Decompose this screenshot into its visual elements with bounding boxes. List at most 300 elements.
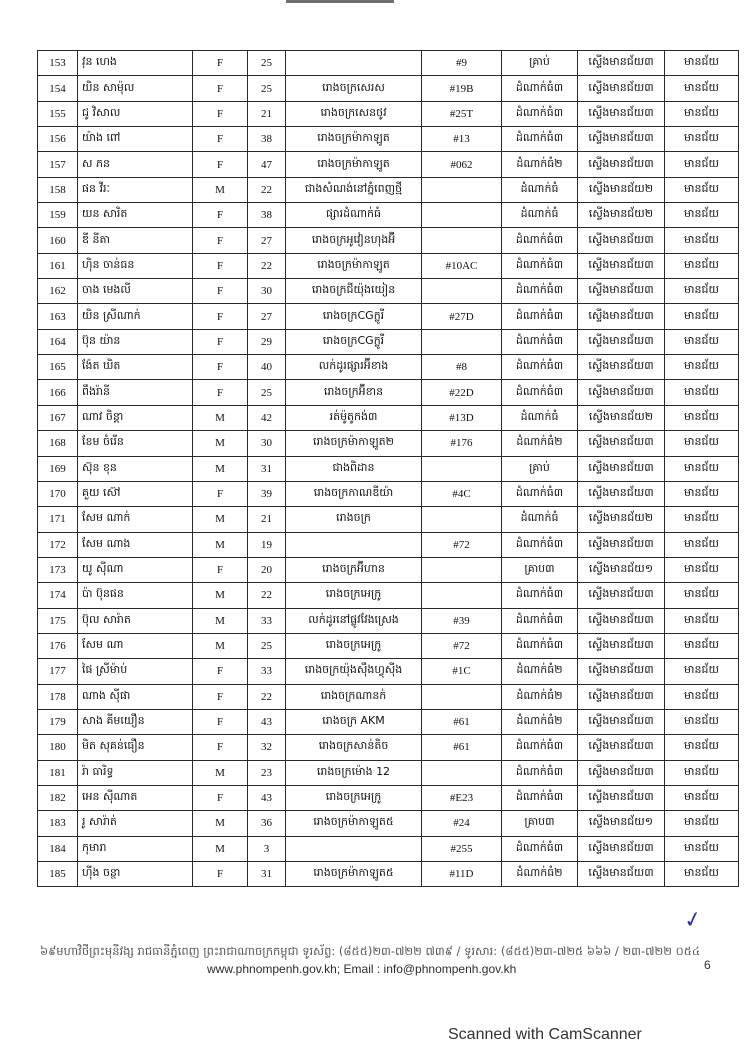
vaccination-site-cell: ស្ទើងមានជ័យ៣: [578, 253, 665, 278]
workplace-cell: រោងចក្រសាន់តិច: [286, 735, 422, 760]
person-name-cell: ពឹងរ៉ានី: [78, 380, 193, 405]
age-cell: 32: [248, 735, 286, 760]
place-cell: គ្រាប់: [502, 456, 578, 481]
workplace-cell: រោងចក្រអ៊ីហាន: [286, 557, 422, 582]
age-cell: 23: [248, 760, 286, 785]
age-cell: 22: [248, 684, 286, 709]
age-cell: 22: [248, 177, 286, 202]
age-cell: 27: [248, 228, 286, 253]
table-row: [38, 862, 739, 887]
workplace-cell: រោងចក្រណានក់: [286, 684, 422, 709]
sex-cell: F: [193, 557, 248, 582]
age-cell: 43: [248, 785, 286, 810]
place-cell: ដំណាក់ធំ៣: [502, 633, 578, 658]
age-cell: 31: [248, 862, 286, 887]
person-name-cell: ណាវ ចិន្តា: [78, 405, 193, 430]
vaccination-site-cell: ស្ទើងមានជ័យ៣: [578, 304, 665, 329]
roster-table: [37, 50, 739, 887]
status-cell: មានជ័យ: [665, 228, 739, 253]
person-name-cell: អេន ស៊ីណាត: [78, 785, 193, 810]
status-cell: មានជ័យ: [665, 684, 739, 709]
table-row: [38, 152, 739, 177]
status-cell: មានជ័យ: [665, 862, 739, 887]
row-number-cell: 162: [38, 279, 78, 304]
house-code-cell: [422, 228, 502, 253]
place-cell: គ្រាប៣: [502, 811, 578, 836]
place-cell: ដំណាក់ធំ២: [502, 862, 578, 887]
table-row: [38, 608, 739, 633]
vaccination-site-cell: ស្ទើងមានជ័យ៣: [578, 583, 665, 608]
row-number-cell: 181: [38, 760, 78, 785]
row-number-cell: 172: [38, 532, 78, 557]
sex-cell: F: [193, 709, 248, 734]
age-cell: 42: [248, 405, 286, 430]
age-cell: 3: [248, 836, 286, 861]
vaccination-site-cell: ស្ទើងមានជ័យ៣: [578, 633, 665, 658]
house-code-cell: #22D: [422, 380, 502, 405]
person-name-cell: ស ភន: [78, 152, 193, 177]
person-name-cell: ណាង ស៊ីផា: [78, 684, 193, 709]
status-cell: មានជ័យ: [665, 253, 739, 278]
house-code-cell: #062: [422, 152, 502, 177]
row-number-cell: 179: [38, 709, 78, 734]
table-row: [38, 253, 739, 278]
sex-cell: F: [193, 684, 248, 709]
person-name-cell: ជូ វិសាល: [78, 101, 193, 126]
house-code-cell: #4C: [422, 481, 502, 506]
place-cell: ដំណាក់ធំ: [502, 177, 578, 202]
status-cell: មានជ័យ: [665, 279, 739, 304]
row-number-cell: 168: [38, 431, 78, 456]
house-code-cell: #9: [422, 51, 502, 76]
vaccination-site-cell: ស្ទើងមានជ័យ៣: [578, 355, 665, 380]
person-name-cell: យ៉ាង ពៅ: [78, 127, 193, 152]
house-code-cell: #11D: [422, 862, 502, 887]
row-number-cell: 183: [38, 811, 78, 836]
vaccination-site-cell: ស្ទើងមានជ័យ១: [578, 811, 665, 836]
person-name-cell: ឌី នីតា: [78, 228, 193, 253]
workplace-cell: រោងចក្រម៉ោង 12: [286, 760, 422, 785]
sex-cell: F: [193, 380, 248, 405]
vaccination-site-cell: ស្ទើងមានជ័យ៣: [578, 659, 665, 684]
place-cell: ដំណាក់ធំ២: [502, 709, 578, 734]
row-number-cell: 171: [38, 507, 78, 532]
workplace-cell: [286, 836, 422, 861]
status-cell: មានជ័យ: [665, 127, 739, 152]
person-name-cell: ហ៊ីង ចន្ថា: [78, 862, 193, 887]
sex-cell: F: [193, 279, 248, 304]
place-cell: ដំណាក់ធំ៣: [502, 532, 578, 557]
status-cell: មានជ័យ: [665, 481, 739, 506]
row-number-cell: 184: [38, 836, 78, 861]
sex-cell: M: [193, 760, 248, 785]
vaccination-site-cell: ស្ទើងមានជ័យ៣: [578, 101, 665, 126]
age-cell: 25: [248, 633, 286, 658]
place-cell: ដំណាក់ធំ៣: [502, 785, 578, 810]
place-cell: ដំណាក់ធំ៣: [502, 608, 578, 633]
person-name-cell: យន សារិត: [78, 203, 193, 228]
house-code-cell: #25T: [422, 101, 502, 126]
workplace-cell: លក់ដូរនៅផ្លូវវែងស្រេង: [286, 608, 422, 633]
sex-cell: M: [193, 608, 248, 633]
status-cell: មានជ័យ: [665, 659, 739, 684]
house-code-cell: #24: [422, 811, 502, 836]
vaccination-site-cell: ស្ទើងមានជ័យ៣: [578, 152, 665, 177]
status-cell: មានជ័យ: [665, 532, 739, 557]
status-cell: មានជ័យ: [665, 709, 739, 734]
status-cell: មានជ័យ: [665, 203, 739, 228]
table-row: [38, 127, 739, 152]
row-number-cell: 180: [38, 735, 78, 760]
sex-cell: F: [193, 76, 248, 101]
age-cell: 33: [248, 608, 286, 633]
vaccination-site-cell: ស្ទើងមានជ័យ៣: [578, 532, 665, 557]
table-row: [38, 380, 739, 405]
table-row: [38, 532, 739, 557]
workplace-cell: រោងចក្រកាណឌីយ៉ា: [286, 481, 422, 506]
person-name-cell: រូ សារ៉ាត់: [78, 811, 193, 836]
status-cell: មានជ័យ: [665, 355, 739, 380]
place-cell: ដំណាក់ធំ៣: [502, 329, 578, 354]
sex-cell: F: [193, 481, 248, 506]
vaccination-site-cell: ស្ទើងមានជ័យ២: [578, 405, 665, 430]
row-number-cell: 166: [38, 380, 78, 405]
place-cell: ដំណាក់ធំ៣: [502, 101, 578, 126]
row-number-cell: 164: [38, 329, 78, 354]
person-name-cell: គួយ ស៊ៅ: [78, 481, 193, 506]
place-cell: ដំណាក់ធំ៣: [502, 760, 578, 785]
place-cell: ដំណាក់ធំ៣: [502, 279, 578, 304]
vaccination-site-cell: ស្ទើងមានជ័យ២: [578, 177, 665, 202]
vaccination-site-cell: ស្ទើងមានជ័យ៣: [578, 709, 665, 734]
workplace-cell: រោងចក្រសេរស: [286, 76, 422, 101]
place-cell: គ្រាប់: [502, 51, 578, 76]
place-cell: ដំណាក់ធំ៣: [502, 481, 578, 506]
table-row: [38, 456, 739, 481]
workplace-cell: រោងចក្រ: [286, 507, 422, 532]
house-code-cell: [422, 583, 502, 608]
age-cell: 30: [248, 279, 286, 304]
house-code-cell: #27D: [422, 304, 502, 329]
sex-cell: M: [193, 507, 248, 532]
vaccination-site-cell: ស្ទើងមានជ័យ២: [578, 203, 665, 228]
vaccination-site-cell: ស្ទើងមានជ័យ៣: [578, 51, 665, 76]
person-name-cell: ផន វីរៈ: [78, 177, 193, 202]
roster-body: [38, 51, 739, 887]
person-name-cell: រ៉ា ធារិទ្ធ: [78, 760, 193, 785]
sex-cell: F: [193, 304, 248, 329]
house-code-cell: [422, 279, 502, 304]
age-cell: 40: [248, 355, 286, 380]
house-code-cell: [422, 329, 502, 354]
row-number-cell: 182: [38, 785, 78, 810]
sex-cell: F: [193, 659, 248, 684]
place-cell: គ្រាប៣: [502, 557, 578, 582]
workplace-cell: រោងចក្រCGក្លូរី: [286, 329, 422, 354]
table-row: [38, 760, 739, 785]
workplace-cell: រោងចក្រអ៊ីខាន: [286, 380, 422, 405]
vaccination-site-cell: ស្ទើងមានជ័យ៣: [578, 431, 665, 456]
row-number-cell: 178: [38, 684, 78, 709]
table-row: [38, 583, 739, 608]
sex-cell: F: [193, 785, 248, 810]
table-row: [38, 735, 739, 760]
house-code-cell: #72: [422, 532, 502, 557]
age-cell: 47: [248, 152, 286, 177]
row-number-cell: 177: [38, 659, 78, 684]
table-row: [38, 557, 739, 582]
sex-cell: M: [193, 456, 248, 481]
person-name-cell: ចាង មេងលី: [78, 279, 193, 304]
place-cell: ដំណាក់ធំ៣: [502, 127, 578, 152]
sex-cell: F: [193, 101, 248, 126]
workplace-cell: [286, 532, 422, 557]
workplace-cell: រោងចក្រម៉ាកាឡូត: [286, 253, 422, 278]
vaccination-site-cell: ស្ទើងមានជ័យ៣: [578, 127, 665, 152]
workplace-cell: រោងចក្រម៉ាកាឡូត: [286, 127, 422, 152]
workplace-cell: ជាងសំណង់នៅភ្នំពេញថ្មី: [286, 177, 422, 202]
age-cell: 38: [248, 127, 286, 152]
vaccination-site-cell: ស្ទើងមានជ័យ៣: [578, 608, 665, 633]
row-number-cell: 156: [38, 127, 78, 152]
table-row: [38, 633, 739, 658]
vaccination-site-cell: ស្ទើងមានជ័យ៣: [578, 481, 665, 506]
row-number-cell: 153: [38, 51, 78, 76]
age-cell: 33: [248, 659, 286, 684]
sex-cell: F: [193, 862, 248, 887]
person-name-cell: យិន សាម៉ុល: [78, 76, 193, 101]
sex-cell: M: [193, 811, 248, 836]
vaccination-site-cell: ស្ទើងមានជ័យ៣: [578, 329, 665, 354]
person-name-cell: ប៊ុន យ៉ាន: [78, 329, 193, 354]
status-cell: មានជ័យ: [665, 760, 739, 785]
sex-cell: F: [193, 51, 248, 76]
house-code-cell: [422, 760, 502, 785]
sex-cell: M: [193, 431, 248, 456]
workplace-cell: រោងចក្រ AKM: [286, 709, 422, 734]
house-code-cell: #1C: [422, 659, 502, 684]
vaccination-site-cell: ស្ទើងមានជ័យ៣: [578, 279, 665, 304]
place-cell: ដំណាក់ធំ៣: [502, 583, 578, 608]
table-row: [38, 836, 739, 861]
person-name-cell: ហ៊ិន ចាន់ធន: [78, 253, 193, 278]
house-code-cell: [422, 177, 502, 202]
footer-address: ៦៩មហាវិថីព្រះមុនីវង្ស រាជធានីភ្នំពេញ ព្រះរាជាណាចក្រកម្ពុជា ទូរស័ព្ទ: (៨៥៥)២៣-៧២២ ៧៣៩ / ទូរសារ: (៨៥៥)២៣-៧២៥ ៦៦៦ / ២៣-៧២២ ០៥៤: [40, 944, 701, 958]
sex-cell: F: [193, 203, 248, 228]
table-row: [38, 785, 739, 810]
workplace-cell: រោងចក្រCGក្លូរី: [286, 304, 422, 329]
row-number-cell: 157: [38, 152, 78, 177]
sex-cell: M: [193, 836, 248, 861]
person-name-cell: សែម ណា: [78, 633, 193, 658]
sex-cell: F: [193, 355, 248, 380]
place-cell: ដំណាក់ធំ: [502, 203, 578, 228]
vaccination-site-cell: ស្ទើងមានជ័យ៣: [578, 228, 665, 253]
age-cell: 21: [248, 101, 286, 126]
age-cell: 20: [248, 557, 286, 582]
vaccination-site-cell: ស្ទើងមានជ័យ១: [578, 557, 665, 582]
house-code-cell: #39: [422, 608, 502, 633]
age-cell: 25: [248, 76, 286, 101]
house-code-cell: #13: [422, 127, 502, 152]
status-cell: មានជ័យ: [665, 431, 739, 456]
row-number-cell: 155: [38, 101, 78, 126]
age-cell: 43: [248, 709, 286, 734]
place-cell: ដំណាក់ធំ២: [502, 152, 578, 177]
workplace-cell: រោងចក្រម៉ាកាឡូត៥: [286, 862, 422, 887]
house-code-cell: #176: [422, 431, 502, 456]
house-code-cell: #E23: [422, 785, 502, 810]
status-cell: មានជ័យ: [665, 329, 739, 354]
age-cell: 25: [248, 380, 286, 405]
table-row: [38, 709, 739, 734]
row-number-cell: 160: [38, 228, 78, 253]
house-code-cell: #19B: [422, 76, 502, 101]
table-row: [38, 329, 739, 354]
row-number-cell: 165: [38, 355, 78, 380]
row-number-cell: 163: [38, 304, 78, 329]
age-cell: 27: [248, 304, 286, 329]
sex-cell: F: [193, 329, 248, 354]
status-cell: មានជ័យ: [665, 304, 739, 329]
row-number-cell: 173: [38, 557, 78, 582]
house-code-cell: [422, 557, 502, 582]
workplace-cell: លក់ដូរផ្សារអ៊ីខាង: [286, 355, 422, 380]
row-number-cell: 175: [38, 608, 78, 633]
house-code-cell: [422, 456, 502, 481]
age-cell: 39: [248, 481, 286, 506]
house-code-cell: [422, 203, 502, 228]
row-number-cell: 170: [38, 481, 78, 506]
workplace-cell: រោងចក្រអេក្រូ: [286, 633, 422, 658]
status-cell: មានជ័យ: [665, 608, 739, 633]
house-code-cell: #61: [422, 709, 502, 734]
house-code-cell: #13D: [422, 405, 502, 430]
person-name-cell: ង៉ែត ឃិត: [78, 355, 193, 380]
place-cell: ដំណាក់ធំ: [502, 405, 578, 430]
top-edge-mark: [286, 0, 394, 3]
table-row: [38, 203, 739, 228]
vaccination-site-cell: ស្ទើងមានជ័យ៣: [578, 862, 665, 887]
age-cell: 31: [248, 456, 286, 481]
place-cell: ដំណាក់ធំ៣: [502, 253, 578, 278]
person-name-cell: ខែម ចំរើន: [78, 431, 193, 456]
status-cell: មានជ័យ: [665, 405, 739, 430]
age-cell: 30: [248, 431, 286, 456]
sex-cell: M: [193, 633, 248, 658]
table-row: [38, 304, 739, 329]
house-code-cell: [422, 507, 502, 532]
age-cell: 36: [248, 811, 286, 836]
house-code-cell: #61: [422, 735, 502, 760]
workplace-cell: រោងចក្រយ៉ុងស៊ឹងហ្វុស៊ីង: [286, 659, 422, 684]
person-name-cell: យិន ស្រីណាក់: [78, 304, 193, 329]
person-name-cell: ផៃ ស្រីម៉ាប់: [78, 659, 193, 684]
house-code-cell: #8: [422, 355, 502, 380]
person-name-cell: ប៉ា ប៊ុនផន: [78, 583, 193, 608]
workplace-cell: រោងចក្រអូវៀនហុងអ៊ី: [286, 228, 422, 253]
place-cell: ដំណាក់ធំ៣: [502, 380, 578, 405]
footer-website-email: www.phnompenh.gov.kh; Email : info@phnompenh.gov.kh: [207, 962, 517, 976]
workplace-cell: រត់ម៉ូតូកង់៣: [286, 405, 422, 430]
vaccination-site-cell: ស្ទើងមានជ័យ៣: [578, 76, 665, 101]
table-row: [38, 811, 739, 836]
status-cell: មានជ័យ: [665, 836, 739, 861]
workplace-cell: [286, 51, 422, 76]
page-number: 6: [704, 958, 711, 972]
sex-cell: F: [193, 152, 248, 177]
place-cell: ដំណាក់ធំ២: [502, 431, 578, 456]
house-code-cell: #72: [422, 633, 502, 658]
age-cell: 22: [248, 253, 286, 278]
handwritten-checkmark: ✓: [681, 906, 705, 935]
row-number-cell: 159: [38, 203, 78, 228]
table-row: [38, 481, 739, 506]
place-cell: ដំណាក់ធំ៣: [502, 836, 578, 861]
table-row: [38, 177, 739, 202]
person-name-cell: កុមារា: [78, 836, 193, 861]
table-row: [38, 355, 739, 380]
person-name-cell: សាង គីមយឿន: [78, 709, 193, 734]
age-cell: 29: [248, 329, 286, 354]
person-name-cell: វុន ហេង: [78, 51, 193, 76]
sex-cell: M: [193, 583, 248, 608]
status-cell: មានជ័យ: [665, 557, 739, 582]
table-row: [38, 684, 739, 709]
status-cell: មានជ័យ: [665, 177, 739, 202]
workplace-cell: ជាងពិដាន: [286, 456, 422, 481]
status-cell: មានជ័យ: [665, 811, 739, 836]
vaccination-site-cell: ស្ទើងមានជ័យ៣: [578, 836, 665, 861]
house-code-cell: [422, 684, 502, 709]
place-cell: ដំណាក់ធំ៣: [502, 228, 578, 253]
workplace-cell: រោងចក្រជីយ៉ុងយៀន: [286, 279, 422, 304]
workplace-cell: រោងចក្រម៉ាកាឡូត: [286, 152, 422, 177]
age-cell: 21: [248, 507, 286, 532]
person-name-cell: សែម ណាង: [78, 532, 193, 557]
status-cell: មានជ័យ: [665, 583, 739, 608]
person-name-cell: សែម ណាក់: [78, 507, 193, 532]
vaccination-site-cell: ស្ទើងមានជ័យ៣: [578, 760, 665, 785]
sex-cell: F: [193, 127, 248, 152]
table-row: [38, 279, 739, 304]
age-cell: 38: [248, 203, 286, 228]
status-cell: មានជ័យ: [665, 735, 739, 760]
row-number-cell: 185: [38, 862, 78, 887]
row-number-cell: 158: [38, 177, 78, 202]
status-cell: មានជ័យ: [665, 507, 739, 532]
status-cell: មានជ័យ: [665, 76, 739, 101]
place-cell: ដំណាក់ធំ២: [502, 659, 578, 684]
table-row: [38, 405, 739, 430]
sex-cell: F: [193, 735, 248, 760]
age-cell: 22: [248, 583, 286, 608]
house-code-cell: #10AC: [422, 253, 502, 278]
person-name-cell: មិត សុគន់ធឿន: [78, 735, 193, 760]
table-row: [38, 507, 739, 532]
status-cell: មានជ័យ: [665, 633, 739, 658]
sex-cell: F: [193, 228, 248, 253]
house-code-cell: #255: [422, 836, 502, 861]
sex-cell: M: [193, 532, 248, 557]
workplace-cell: រោងចក្រអេក្រូ: [286, 583, 422, 608]
vaccination-site-cell: ស្ទើងមានជ័យ៣: [578, 380, 665, 405]
workplace-cell: រោងចក្រសេនថូវ: [286, 101, 422, 126]
row-number-cell: 174: [38, 583, 78, 608]
workplace-cell: រោងចក្រម៉ាកាឡូត៥: [286, 811, 422, 836]
row-number-cell: 161: [38, 253, 78, 278]
table-row: [38, 51, 739, 76]
